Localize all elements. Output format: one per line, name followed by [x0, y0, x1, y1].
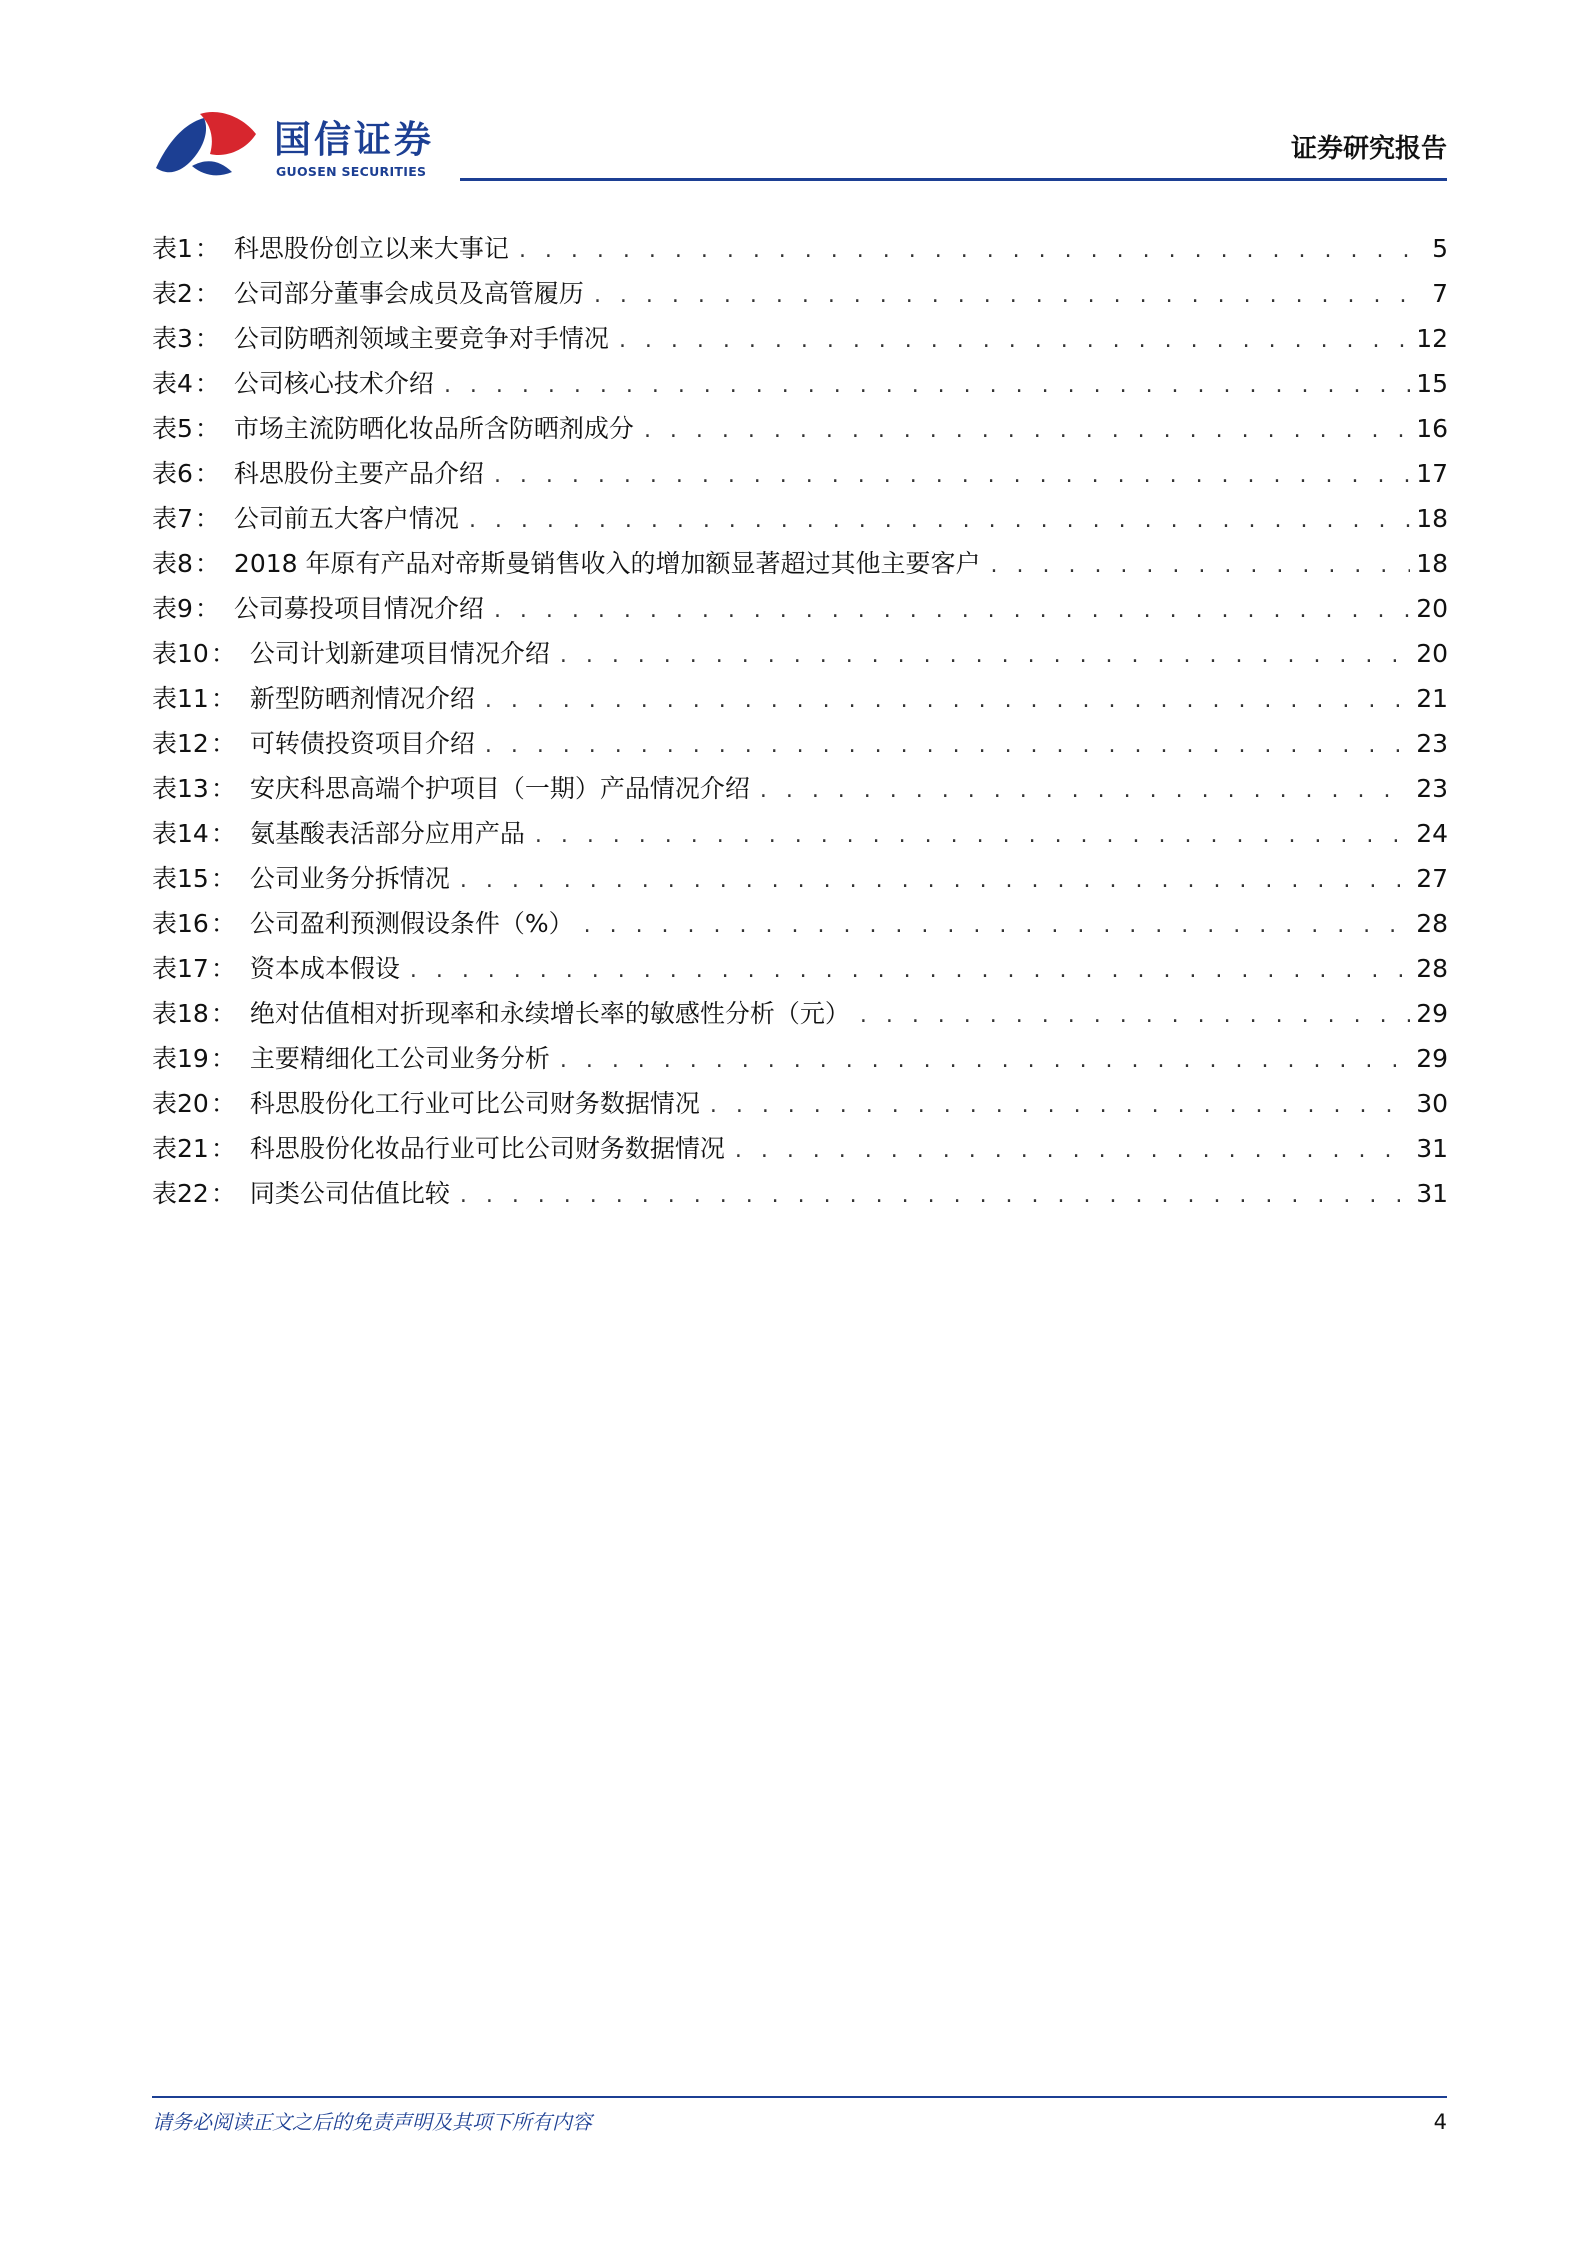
toc-entry-label: 表2 [152, 279, 193, 308]
toc-entry-separator: ： [210, 774, 236, 803]
toc-entry-title: 科思股份创立以来大事记 [233, 234, 509, 263]
toc-entry[interactable] [152, 1126, 1448, 1171]
toc-entry-label: 表3 [152, 324, 193, 353]
logo-blue-tail [192, 161, 232, 175]
toc-dot-leader [494, 453, 1410, 498]
toc-entry-page: 16 [1416, 414, 1448, 443]
toc-entry-separator: ： [210, 909, 236, 938]
toc-entry-page: 30 [1416, 1089, 1448, 1118]
toc-entry-title: 主要精细化工公司业务分析 [249, 1044, 550, 1073]
toc-dot-leader [560, 1038, 1410, 1083]
toc-entry-title: 公司募投项目情况介绍 [233, 594, 484, 623]
toc-entry-separator: ： [194, 369, 220, 398]
toc-entry[interactable] [152, 1171, 1448, 1216]
toc-entry-separator: ： [194, 279, 220, 308]
toc-entry[interactable] [152, 271, 1448, 316]
toc-dot-leader [644, 408, 1410, 453]
toc-dot-leader [469, 498, 1410, 543]
toc-entry-separator: ： [194, 324, 220, 353]
toc-entry-title: 新型防晒剂情况介绍 [249, 684, 475, 713]
toc-entry-separator: ： [194, 414, 220, 443]
toc-dot-leader [735, 1128, 1410, 1173]
toc-dot-leader [619, 318, 1410, 363]
toc-entry-label: 表4 [152, 369, 193, 398]
toc-entry-label: 表6 [152, 459, 193, 488]
table-of-tables [152, 226, 1448, 1216]
toc-entry-label: 表12 [152, 729, 209, 758]
toc-entry-separator: ： [194, 549, 220, 578]
toc-dot-leader [485, 678, 1410, 723]
toc-entry-label: 表9 [152, 594, 193, 623]
toc-entry-separator: ： [210, 1089, 236, 1118]
brand-name-en: GUOSEN SECURITIES [276, 164, 427, 179]
toc-entry-separator: ： [210, 1179, 236, 1208]
toc-entry-separator: ： [210, 864, 236, 893]
toc-entry[interactable] [152, 946, 1448, 991]
toc-entry-page: 31 [1416, 1134, 1448, 1163]
toc-entry-page: 5 [1432, 234, 1448, 263]
toc-entry-title: 公司盈利预测假设条件（%） [249, 909, 574, 938]
toc-entry-separator: ： [210, 1044, 236, 1073]
toc-entry[interactable] [152, 766, 1448, 811]
toc-entry[interactable] [152, 856, 1448, 901]
toc-entry-separator: ： [194, 504, 220, 533]
page-number: 4 [1433, 2110, 1447, 2134]
toc-entry-page: 23 [1416, 729, 1448, 758]
toc-entry-separator: ： [210, 639, 236, 668]
toc-entry[interactable] [152, 226, 1448, 271]
guosen-logo-icon [152, 110, 264, 180]
toc-dot-leader [460, 858, 1410, 903]
report-type: 证券研究报告 [1290, 134, 1447, 164]
toc-entry[interactable] [152, 1036, 1448, 1081]
toc-entry[interactable] [152, 1081, 1448, 1126]
toc-entry-page: 28 [1416, 954, 1448, 983]
toc-entry-label: 表11 [152, 684, 209, 713]
toc-entry-label: 表15 [152, 864, 209, 893]
brand-name-cn: 国信证券 [274, 118, 434, 161]
toc-entry-label: 表5 [152, 414, 193, 443]
toc-entry[interactable] [152, 991, 1448, 1036]
toc-entry-page: 18 [1416, 549, 1448, 578]
toc-entry-page: 29 [1416, 999, 1448, 1028]
toc-entry-label: 表19 [152, 1044, 209, 1073]
footer-divider [152, 2096, 1447, 2098]
toc-dot-leader [860, 993, 1410, 1038]
toc-entry-separator: ： [210, 954, 236, 983]
toc-entry-label: 表7 [152, 504, 193, 533]
toc-dot-leader [494, 588, 1410, 633]
toc-dot-leader [485, 723, 1410, 768]
toc-dot-leader [519, 228, 1426, 273]
toc-dot-leader [594, 273, 1426, 318]
toc-entry-page: 12 [1416, 324, 1448, 353]
toc-entry-separator: ： [210, 819, 236, 848]
toc-entry-title: 氨基酸表活部分应用产品 [249, 819, 525, 848]
toc-entry-page: 29 [1416, 1044, 1448, 1073]
toc-entry-separator: ： [210, 684, 236, 713]
toc-entry-page: 17 [1416, 459, 1448, 488]
toc-entry[interactable] [152, 586, 1448, 631]
toc-entry-label: 表8 [152, 549, 193, 578]
toc-entry-label: 表20 [152, 1089, 209, 1118]
toc-dot-leader [410, 948, 1410, 993]
toc-entry-page: 7 [1432, 279, 1448, 308]
logo-red-shape [200, 112, 256, 155]
toc-entry[interactable] [152, 631, 1448, 676]
toc-entry-page: 28 [1416, 909, 1448, 938]
toc-dot-leader [710, 1083, 1410, 1128]
toc-dot-leader [460, 1173, 1410, 1218]
toc-dot-leader [991, 543, 1411, 588]
toc-dot-leader [584, 903, 1411, 948]
toc-entry-title: 科思股份主要产品介绍 [233, 459, 484, 488]
toc-entry[interactable] [152, 406, 1448, 451]
toc-entry-title: 科思股份化工行业可比公司财务数据情况 [249, 1089, 700, 1118]
toc-dot-leader [760, 768, 1410, 813]
toc-entry-label: 表14 [152, 819, 209, 848]
toc-entry-separator: ： [194, 234, 220, 263]
toc-dot-leader [535, 813, 1410, 858]
toc-entry-page: 20 [1416, 594, 1448, 623]
toc-entry-title: 绝对估值相对折现率和永续增长率的敏感性分析（元） [249, 999, 850, 1028]
guosen-logo [152, 110, 452, 190]
toc-entry-title: 公司前五大客户情况 [233, 504, 459, 533]
toc-entry-label: 表13 [152, 774, 209, 803]
toc-entry-title: 公司部分董事会成员及高管履历 [233, 279, 584, 308]
toc-entry-page: 23 [1416, 774, 1448, 803]
toc-entry-label: 表16 [152, 909, 209, 938]
toc-entry-title: 公司业务分拆情况 [249, 864, 450, 893]
toc-entry-title: 科思股份化妆品行业可比公司财务数据情况 [249, 1134, 725, 1163]
toc-entry[interactable] [152, 901, 1448, 946]
header-divider [460, 178, 1447, 181]
toc-entry-label: 表10 [152, 639, 209, 668]
toc-entry-title: 2018 年原有产品对帝斯曼销售收入的增加额显著超过其他主要客户 [233, 549, 981, 578]
toc-entry[interactable] [152, 316, 1448, 361]
toc-entry-label: 表21 [152, 1134, 209, 1163]
toc-entry[interactable] [152, 496, 1448, 541]
toc-entry[interactable] [152, 676, 1448, 721]
toc-entry-title: 安庆科思高端个护项目（一期）产品情况介绍 [249, 774, 750, 803]
toc-entry-title: 可转债投资项目介绍 [249, 729, 475, 758]
toc-entry-title: 资本成本假设 [249, 954, 400, 983]
toc-entry[interactable] [152, 811, 1448, 856]
page-footer [0, 2080, 1587, 2160]
toc-entry-title: 同类公司估值比较 [249, 1179, 450, 1208]
toc-entry[interactable] [152, 721, 1448, 766]
toc-entry-page: 24 [1416, 819, 1448, 848]
toc-entry-page: 27 [1416, 864, 1448, 893]
toc-entry-page: 20 [1416, 639, 1448, 668]
toc-entry-label: 表17 [152, 954, 209, 983]
toc-entry-separator: ： [194, 594, 220, 623]
toc-entry[interactable] [152, 361, 1448, 406]
toc-dot-leader [560, 633, 1410, 678]
toc-entry-separator: ： [210, 729, 236, 758]
toc-entry-title: 公司核心技术介绍 [233, 369, 434, 398]
disclaimer-text: 请务必阅读正文之后的免责声明及其项下所有内容 [152, 2110, 592, 2134]
toc-entry-page: 21 [1416, 684, 1448, 713]
toc-entry-separator: ： [210, 1134, 236, 1163]
toc-entry-title: 市场主流防晒化妆品所含防晒剂成分 [233, 414, 634, 443]
toc-entry-separator: ： [194, 459, 220, 488]
toc-dot-leader [444, 363, 1410, 408]
toc-entry-page: 18 [1416, 504, 1448, 533]
toc-entry-title: 公司防晒剂领域主要竞争对手情况 [233, 324, 609, 353]
toc-entry-title: 公司计划新建项目情况介绍 [249, 639, 550, 668]
toc-entry-page: 15 [1416, 369, 1448, 398]
toc-entry[interactable] [152, 451, 1448, 496]
toc-entry-page: 31 [1416, 1179, 1448, 1208]
toc-entry-separator: ： [210, 999, 236, 1028]
toc-entry-label: 表1 [152, 234, 193, 263]
toc-entry-label: 表18 [152, 999, 209, 1028]
page-header [0, 0, 1587, 190]
toc-entry-label: 表22 [152, 1179, 209, 1208]
toc-entry[interactable] [152, 541, 1448, 586]
